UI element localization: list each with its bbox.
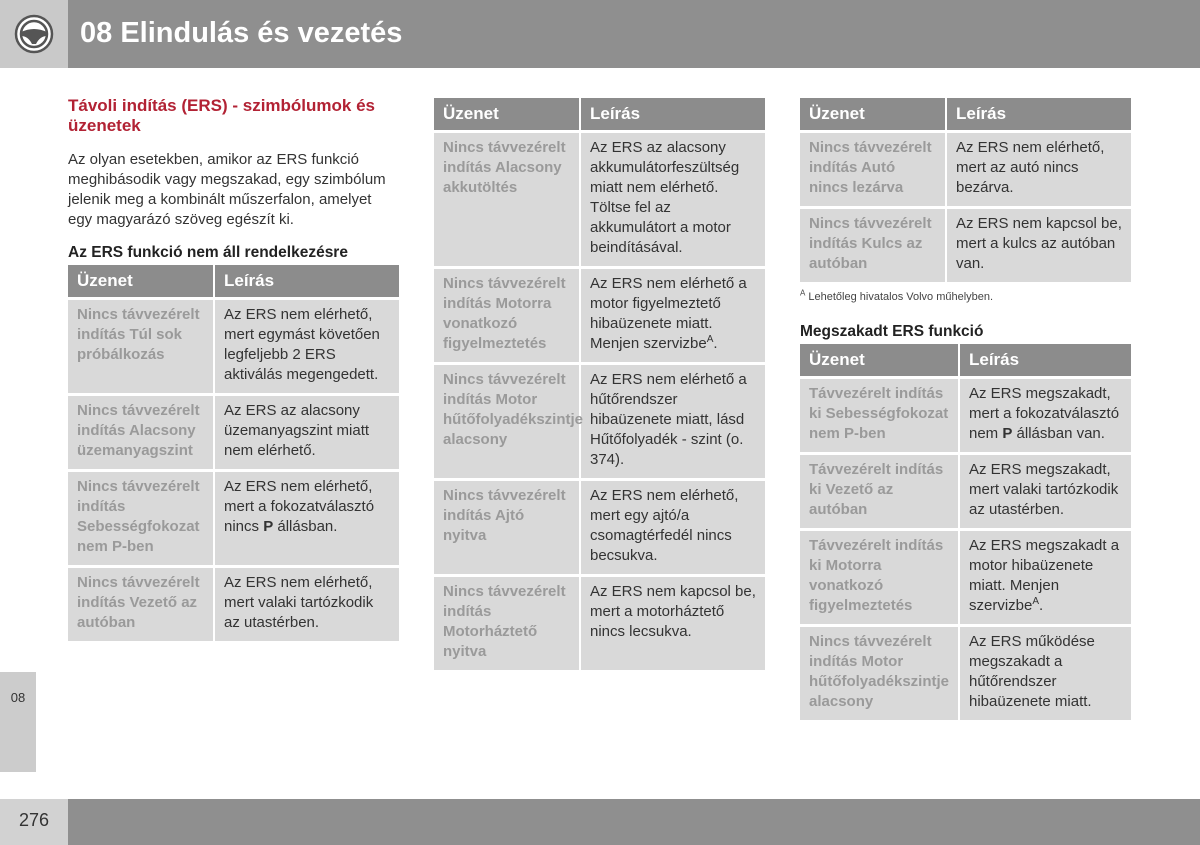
footnote-mark: A bbox=[800, 288, 806, 298]
description-text: Az ERS megszakadt a motor hibaüzenete miatt. Menjen szervizbe bbox=[969, 537, 1120, 614]
table-row bbox=[800, 528, 1131, 624]
footer-bar bbox=[0, 799, 1200, 845]
column-header-description: Leírás bbox=[215, 265, 399, 297]
chapter-tab bbox=[0, 672, 36, 772]
message-cell: Nincs távvezérelt indítás Túl sok próbálkozás bbox=[68, 297, 215, 393]
table-row bbox=[68, 393, 399, 469]
gear-position-p: P bbox=[1002, 425, 1013, 442]
description-cell: Az ERS nem elérhető, mert egy ajtó/a csomagtérfedél nincs becsukva. bbox=[581, 478, 765, 574]
description-cell: Az ERS nem kapcsol be, mert a kulcs az autóban van. bbox=[947, 206, 1131, 282]
message-cell: Távvezérelt indítás ki Sebességfokozat nem P-ben bbox=[800, 376, 960, 452]
section-title: Távoli indítás (ERS) - szimbólumok és üzenetek bbox=[68, 96, 375, 135]
message-cell: Nincs távvezérelt indítás Motorháztető nyitva bbox=[434, 574, 581, 670]
table-row bbox=[68, 565, 399, 641]
gear-position-p: P bbox=[263, 518, 274, 535]
description-cell: Az ERS az alacsony akkumulátorfeszültség miatt nem elérhető. Töltse fel az akkumulátort a motor beindításával. bbox=[581, 130, 765, 266]
chapter-title: 08 Elindulás és vezetés bbox=[80, 17, 403, 49]
description-cell: Az ERS nem elérhető, mert az autó nincs bezárva. bbox=[947, 130, 1131, 206]
description-text-end: állásban van. bbox=[1012, 425, 1105, 442]
message-cell: Nincs távvezérelt indítás Motorra vonatkozó figyelmeztetés bbox=[434, 266, 581, 362]
column-header-description: Leírás bbox=[581, 98, 765, 130]
column-header-message: Üzenet bbox=[68, 265, 215, 297]
message-cell: Nincs távvezérelt indítás Vezető az autóban bbox=[68, 565, 215, 641]
table-heading-unavailable: Az ERS funkció nem áll rendelkezésre bbox=[68, 244, 348, 261]
description-cell: Az ERS az alacsony üzemanyagszint miatt nem elérhető. bbox=[215, 393, 399, 469]
right-column bbox=[800, 98, 1131, 720]
message-cell: Nincs távvezérelt indítás Ajtó nyitva bbox=[434, 478, 581, 574]
message-cell: Nincs távvezérelt indítás Alacsony akkutöltés bbox=[434, 130, 581, 266]
message-cell: Távvezérelt indítás ki Motorra vonatkozó figyelmeztetés bbox=[800, 528, 960, 624]
table-heading-interrupted: Megszakadt ERS funkció bbox=[800, 323, 984, 340]
footnote-marker: A bbox=[706, 334, 714, 345]
description-cell: Az ERS nem elérhető a hűtőrendszer hibaüzenete miatt, lásd Hűtőfolyadék - szint (o. 374). bbox=[581, 362, 765, 478]
table-row bbox=[800, 206, 1131, 282]
table-row bbox=[800, 452, 1131, 528]
description-cell: Az ERS nem elérhető, mert egymást követően legfeljebb 2 ERS aktiválás megengedett. bbox=[215, 297, 399, 393]
unavailable-table bbox=[68, 265, 399, 641]
intro-paragraph: Az olyan esetekben, amikor az ERS funkció meghibásodik vagy megszakad, egy szimbólum jelenik meg a kombinált műszerfalon, amelyet egy magyarázó szöveg egészít ki. bbox=[68, 151, 386, 228]
description-text: Az ERS nem elérhető a motor figyelmeztető hibaüzenete miatt. Menjen szervizbe bbox=[590, 275, 747, 352]
table-row bbox=[68, 297, 399, 393]
table-row bbox=[434, 478, 765, 574]
column-header-message: Üzenet bbox=[800, 98, 947, 130]
column-header-message: Üzenet bbox=[434, 98, 581, 130]
steering-wheel-icon bbox=[14, 14, 54, 54]
description-cell: Az ERS megszakadt, mert valaki tartózkodik az utastérben. bbox=[960, 452, 1131, 528]
footnote-text: Lehetőleg hivatalos Volvo műhelyben. bbox=[805, 291, 994, 303]
column-header-description: Leírás bbox=[960, 344, 1131, 376]
message-cell: Távvezérelt indítás ki Vezető az autóban bbox=[800, 452, 960, 528]
description-cell: Az ERS működése megszakadt a hűtőrendszer hibaüzenete miatt. bbox=[960, 624, 1131, 720]
table-row bbox=[800, 624, 1131, 720]
table-row bbox=[800, 376, 1131, 452]
description-cell: Az ERS nem elérhető, mert valaki tartózkodik az utastérben. bbox=[215, 565, 399, 641]
left-column bbox=[68, 96, 399, 641]
message-cell: Nincs távvezérelt indítás Sebességfokozat nem P-ben bbox=[68, 469, 215, 565]
description-cell bbox=[960, 376, 1131, 452]
column-header-message: Üzenet bbox=[800, 344, 960, 376]
description-text: Az ERS nem elérhető, mert a fokozatválasztó nincs bbox=[224, 478, 375, 535]
description-text: Az ERS megszakadt, mert a fokozatválasztó nem bbox=[969, 385, 1120, 442]
middle-column bbox=[434, 98, 765, 670]
description-cell bbox=[581, 266, 765, 362]
page-number: 276 bbox=[18, 810, 50, 830]
message-cell: Nincs távvezérelt indítás Kulcs az autóban bbox=[800, 206, 947, 282]
description-cell: Az ERS nem kapcsol be, mert a motorháztető nincs lecsukva. bbox=[581, 574, 765, 670]
description-cell bbox=[215, 469, 399, 565]
message-cell: Nincs távvezérelt indítás Autó nincs lezárva bbox=[800, 130, 947, 206]
footnote bbox=[800, 290, 1131, 304]
description-text-end: . bbox=[1039, 597, 1044, 614]
message-cell: Nincs távvezérelt indítás Motor hűtőfolyadékszintje alacsony bbox=[434, 362, 581, 478]
table-row bbox=[434, 362, 765, 478]
description-cell bbox=[960, 528, 1131, 624]
table-row bbox=[434, 266, 765, 362]
message-cell: Nincs távvezérelt indítás Motor hűtőfolyadékszintje alacsony bbox=[800, 624, 960, 720]
interrupted-table bbox=[800, 344, 1131, 720]
table-row bbox=[800, 130, 1131, 206]
description-text-end: állásban. bbox=[273, 518, 338, 535]
message-cell: Nincs távvezérelt indítás Alacsony üzemanyagszint bbox=[68, 393, 215, 469]
footnote-marker: A bbox=[1032, 596, 1040, 607]
table-row bbox=[434, 574, 765, 670]
table-row bbox=[68, 469, 399, 565]
column-header-description: Leírás bbox=[947, 98, 1131, 130]
unavailable-table-continued bbox=[434, 98, 765, 670]
unavailable-table-end bbox=[800, 98, 1131, 282]
description-text-end: . bbox=[713, 335, 718, 352]
chapter-tab-label: 08 bbox=[10, 690, 26, 705]
table-row bbox=[434, 130, 765, 266]
